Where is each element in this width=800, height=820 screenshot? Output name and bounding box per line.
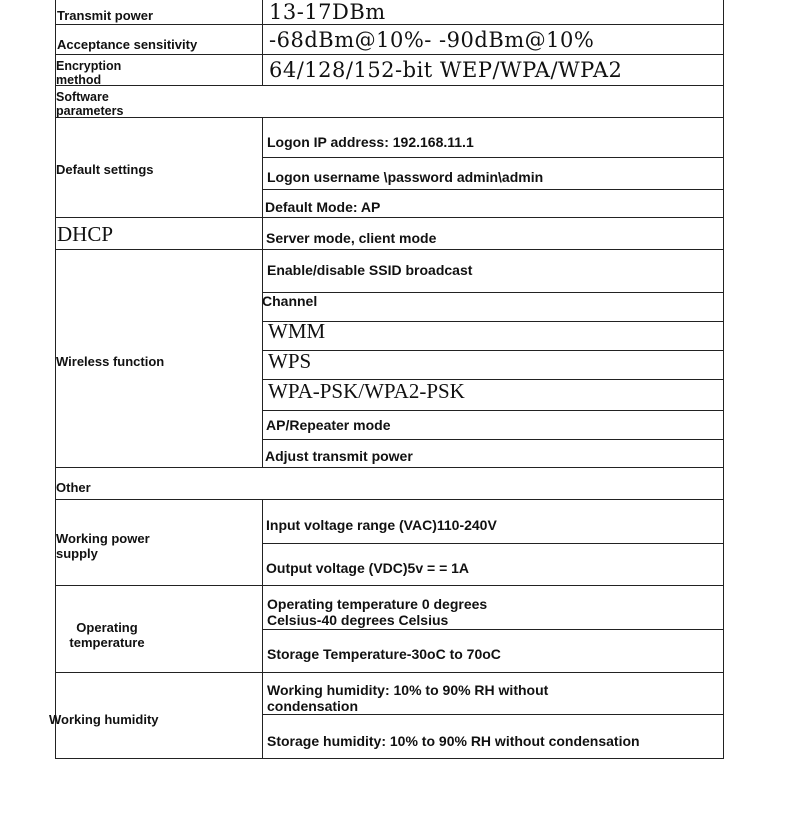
label-operating-temperature: Operating temperature — [69, 620, 145, 650]
column-divider — [262, 0, 263, 85]
value-acceptance-sensitivity: -68dBm@10%- -90dBm@10% — [269, 28, 595, 52]
label-default-settings: Default settings — [56, 162, 154, 177]
value-operating-temperature: Operating temperature 0 degrees Celsius-40 degrees Celsius — [267, 596, 488, 628]
value-adjust-power: Adjust transmit power — [265, 448, 413, 464]
label-acceptance-sensitivity: Acceptance sensitivity — [57, 37, 198, 52]
cell-line — [262, 629, 723, 630]
value-wpa-psk: WPA-PSK/WPA2-PSK — [268, 379, 465, 403]
cell-line — [262, 543, 723, 544]
cell-line — [262, 410, 723, 411]
value-transmit-power: 13-17DBm — [269, 0, 386, 24]
label-dhcp: DHCP — [57, 222, 114, 246]
row-line — [55, 24, 724, 25]
cell-line — [262, 189, 723, 190]
label-working-power-supply: Working power supply — [56, 531, 150, 561]
label-wireless-function: Wireless function — [56, 354, 165, 369]
value-wps: WPS — [268, 349, 312, 373]
value-input-voltage: Input voltage range (VAC)110-240V — [266, 517, 497, 533]
cell-line — [262, 714, 723, 715]
row-line — [55, 499, 724, 500]
value-wmm: WMM — [268, 319, 326, 343]
row-line — [55, 672, 724, 673]
label-other: Other — [56, 480, 91, 495]
cell-line — [262, 292, 723, 293]
value-default-mode: Default Mode: AP — [265, 199, 381, 215]
value-logon-credentials: Logon username \password admin\admin — [267, 169, 544, 185]
value-working-humidity: Working humidity: 10% to 90% RH without condensation — [267, 682, 549, 714]
row-line — [55, 585, 724, 586]
row-line — [55, 217, 724, 218]
value-dhcp: Server mode, client mode — [266, 230, 437, 246]
label-software-parameters: Software parameters — [56, 90, 124, 118]
label-working-humidity: Working humidity — [49, 712, 159, 727]
row-line — [55, 85, 724, 86]
value-encryption-method: 64/128/152-bit WEP/WPA/WPA2 — [269, 58, 623, 82]
cell-line — [262, 157, 723, 158]
cell-line — [262, 321, 723, 322]
value-ap-repeater: AP/Repeater mode — [266, 417, 391, 433]
row-line — [55, 54, 724, 55]
value-logon-ip: Logon IP address: 192.168.11.1 — [267, 134, 474, 150]
label-encryption-method: Encryption method — [56, 59, 122, 87]
value-storage-humidity: Storage humidity: 10% to 90% RH without condensation — [267, 733, 640, 749]
value-ssid-broadcast: Enable/disable SSID broadcast — [267, 262, 473, 278]
label-transmit-power: Transmit power — [57, 8, 154, 23]
cell-line — [262, 439, 723, 440]
value-channel: Channel — [262, 293, 318, 309]
row-line — [55, 249, 724, 250]
row-line — [55, 758, 724, 759]
row-line — [55, 117, 724, 118]
value-storage-temperature: Storage Temperature-30oC to 70oC — [267, 646, 501, 662]
table-right-border — [723, 0, 724, 759]
cell-line — [262, 350, 723, 351]
value-output-voltage: Output voltage (VDC)5v = = 1A — [266, 560, 470, 576]
row-line — [55, 467, 724, 468]
